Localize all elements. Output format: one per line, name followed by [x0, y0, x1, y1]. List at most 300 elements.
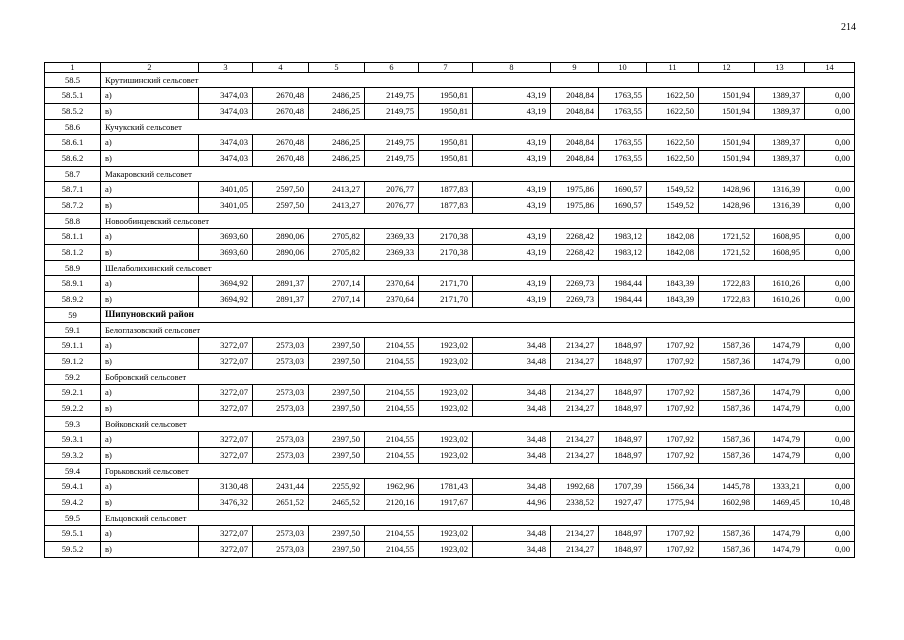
value-cell: 3401,05	[199, 198, 253, 214]
value-cell: 2597,50	[253, 182, 309, 198]
value-cell: 2890,06	[253, 245, 309, 261]
column-number-3: 3	[199, 63, 253, 73]
value-cell: 1923,02	[419, 401, 473, 417]
column-number-5: 5	[309, 63, 365, 73]
value-cell: 3474,03	[199, 88, 253, 104]
value-cell: 1877,83	[419, 198, 473, 214]
row-type: а)	[101, 479, 199, 495]
row-code: 59.1.1	[45, 338, 101, 354]
value-cell: 2486,25	[309, 88, 365, 104]
value-cell: 0,00	[805, 198, 855, 214]
value-cell: 0,00	[805, 432, 855, 448]
district-name: Шипуновский район	[101, 308, 855, 323]
row-code: 58.8	[45, 214, 101, 229]
value-cell: 34,48	[473, 354, 551, 370]
row-type: а)	[101, 229, 199, 245]
value-cell: 1848,97	[599, 526, 647, 542]
value-cell: 1848,97	[599, 385, 647, 401]
value-cell: 1549,52	[647, 198, 699, 214]
value-cell: 1587,36	[699, 432, 755, 448]
value-cell: 0,00	[805, 182, 855, 198]
value-cell: 1389,37	[755, 151, 805, 167]
row-code: 59.2.2	[45, 401, 101, 417]
section-row	[45, 167, 855, 182]
row-code: 59.2.1	[45, 385, 101, 401]
value-cell: 2149,75	[365, 135, 419, 151]
row-code: 58.6.2	[45, 151, 101, 167]
row-code: 58.9.1	[45, 276, 101, 292]
section-name: Горьковский сельсовет	[101, 464, 855, 479]
value-cell: 1707,92	[647, 542, 699, 558]
value-cell: 2573,03	[253, 448, 309, 464]
value-cell: 1722,83	[699, 292, 755, 308]
table-row	[45, 448, 855, 464]
table-row	[45, 354, 855, 370]
value-cell: 1587,36	[699, 448, 755, 464]
row-code: 59.5.2	[45, 542, 101, 558]
value-cell: 1587,36	[699, 338, 755, 354]
row-type: в)	[101, 495, 199, 511]
value-cell: 2104,55	[365, 385, 419, 401]
value-cell: 34,48	[473, 338, 551, 354]
value-cell: 43,19	[473, 198, 551, 214]
value-cell: 1848,97	[599, 401, 647, 417]
value-cell: 1474,79	[755, 354, 805, 370]
column-number-8: 8	[473, 63, 551, 73]
value-cell: 2171,70	[419, 276, 473, 292]
table-row	[45, 198, 855, 214]
row-code: 58.1.1	[45, 229, 101, 245]
row-code: 59	[45, 308, 101, 323]
value-cell: 1842,08	[647, 245, 699, 261]
value-cell: 2890,06	[253, 229, 309, 245]
table-row	[45, 479, 855, 495]
value-cell: 1917,67	[419, 495, 473, 511]
value-cell: 1474,79	[755, 448, 805, 464]
value-cell: 2076,77	[365, 198, 419, 214]
row-code: 58.7.1	[45, 182, 101, 198]
section-name: Белоглазовский сельсовет	[101, 323, 855, 338]
value-cell: 2134,27	[551, 526, 599, 542]
column-number-4: 4	[253, 63, 309, 73]
page-number: 214	[841, 22, 856, 33]
value-cell: 2104,55	[365, 338, 419, 354]
value-cell: 1566,34	[647, 479, 699, 495]
value-cell: 1474,79	[755, 385, 805, 401]
value-cell: 1763,55	[599, 151, 647, 167]
value-cell: 2891,37	[253, 292, 309, 308]
value-cell: 0,00	[805, 151, 855, 167]
value-cell: 2431,44	[253, 479, 309, 495]
value-cell: 1983,12	[599, 229, 647, 245]
section-name: Шелаболихинский сельсовет	[101, 261, 855, 276]
row-code: 59.3.1	[45, 432, 101, 448]
value-cell: 0,00	[805, 479, 855, 495]
value-cell: 3693,60	[199, 229, 253, 245]
row-code: 58.5.1	[45, 88, 101, 104]
table-row	[45, 432, 855, 448]
table-row	[45, 542, 855, 558]
value-cell: 2120,16	[365, 495, 419, 511]
value-cell: 1549,52	[647, 182, 699, 198]
value-cell: 1602,98	[699, 495, 755, 511]
value-cell: 2705,82	[309, 245, 365, 261]
value-cell: 0,00	[805, 401, 855, 417]
value-cell: 1474,79	[755, 432, 805, 448]
row-type: а)	[101, 276, 199, 292]
value-cell: 43,19	[473, 276, 551, 292]
section-row	[45, 261, 855, 276]
value-cell: 1587,36	[699, 542, 755, 558]
value-cell: 3272,07	[199, 338, 253, 354]
column-number-9: 9	[551, 63, 599, 73]
value-cell: 34,48	[473, 401, 551, 417]
row-code: 59.1.2	[45, 354, 101, 370]
value-cell: 2573,03	[253, 354, 309, 370]
value-cell: 2269,73	[551, 276, 599, 292]
value-cell: 1622,50	[647, 104, 699, 120]
value-cell: 2104,55	[365, 542, 419, 558]
value-cell: 2269,73	[551, 292, 599, 308]
row-code: 59.4.1	[45, 479, 101, 495]
value-cell: 2397,50	[309, 526, 365, 542]
value-cell: 2891,37	[253, 276, 309, 292]
value-cell: 2104,55	[365, 432, 419, 448]
value-cell: 3694,92	[199, 292, 253, 308]
value-cell: 1622,50	[647, 135, 699, 151]
value-cell: 43,19	[473, 151, 551, 167]
value-cell: 2134,27	[551, 542, 599, 558]
value-cell: 34,48	[473, 526, 551, 542]
value-cell: 3476,32	[199, 495, 253, 511]
value-cell: 1501,94	[699, 88, 755, 104]
value-cell: 2465,52	[309, 495, 365, 511]
value-cell: 2170,38	[419, 229, 473, 245]
value-cell: 3474,03	[199, 135, 253, 151]
value-cell: 2651,52	[253, 495, 309, 511]
row-type: а)	[101, 338, 199, 354]
value-cell: 43,19	[473, 292, 551, 308]
value-cell: 2413,27	[309, 198, 365, 214]
value-cell: 1389,37	[755, 135, 805, 151]
value-cell: 1333,21	[755, 479, 805, 495]
section-name: Кучукский сельсовет	[101, 120, 855, 135]
section-row	[45, 120, 855, 135]
row-type: в)	[101, 401, 199, 417]
value-cell: 0,00	[805, 354, 855, 370]
value-cell: 2048,84	[551, 104, 599, 120]
value-cell: 2397,50	[309, 385, 365, 401]
column-number-13: 13	[755, 63, 805, 73]
table-row	[45, 135, 855, 151]
value-cell: 2134,27	[551, 448, 599, 464]
row-type: а)	[101, 526, 199, 542]
table-row	[45, 385, 855, 401]
value-cell: 1848,97	[599, 542, 647, 558]
value-cell: 1501,94	[699, 135, 755, 151]
value-cell: 10,48	[805, 495, 855, 511]
row-code: 59.5.1	[45, 526, 101, 542]
value-cell: 1848,97	[599, 354, 647, 370]
row-code: 58.5	[45, 73, 101, 88]
value-cell: 1690,57	[599, 182, 647, 198]
table-row	[45, 526, 855, 542]
value-cell: 2104,55	[365, 401, 419, 417]
value-cell: 1763,55	[599, 88, 647, 104]
value-cell: 0,00	[805, 448, 855, 464]
value-cell: 1474,79	[755, 542, 805, 558]
value-cell: 1984,44	[599, 292, 647, 308]
row-code: 58.6	[45, 120, 101, 135]
value-cell: 2670,48	[253, 151, 309, 167]
value-cell: 3272,07	[199, 526, 253, 542]
value-cell: 1707,92	[647, 448, 699, 464]
value-cell: 1923,02	[419, 448, 473, 464]
row-type: а)	[101, 88, 199, 104]
section-row	[45, 323, 855, 338]
value-cell: 2573,03	[253, 432, 309, 448]
value-cell: 1707,39	[599, 479, 647, 495]
value-cell: 1707,92	[647, 354, 699, 370]
value-cell: 2397,50	[309, 448, 365, 464]
value-cell: 1587,36	[699, 526, 755, 542]
value-cell: 0,00	[805, 292, 855, 308]
value-cell: 3130,48	[199, 479, 253, 495]
value-cell: 2573,03	[253, 542, 309, 558]
value-cell: 1848,97	[599, 432, 647, 448]
value-cell: 1428,96	[699, 198, 755, 214]
value-cell: 2134,27	[551, 401, 599, 417]
value-cell: 1707,92	[647, 526, 699, 542]
row-type: а)	[101, 135, 199, 151]
row-type: а)	[101, 182, 199, 198]
value-cell: 1474,79	[755, 526, 805, 542]
value-cell: 0,00	[805, 229, 855, 245]
value-cell: 2397,50	[309, 401, 365, 417]
value-cell: 1501,94	[699, 151, 755, 167]
value-cell: 1950,81	[419, 151, 473, 167]
value-cell: 2597,50	[253, 198, 309, 214]
value-cell: 3694,92	[199, 276, 253, 292]
value-cell: 1316,39	[755, 182, 805, 198]
value-cell: 3272,07	[199, 432, 253, 448]
row-type: в)	[101, 292, 199, 308]
value-cell: 1923,02	[419, 354, 473, 370]
value-cell: 0,00	[805, 276, 855, 292]
value-cell: 43,19	[473, 182, 551, 198]
column-number-14: 14	[805, 63, 855, 73]
value-cell: 1950,81	[419, 135, 473, 151]
table-row	[45, 276, 855, 292]
column-number-7: 7	[419, 63, 473, 73]
value-cell: 1775,94	[647, 495, 699, 511]
section-name: Бобровский сельсовет	[101, 370, 855, 385]
value-cell: 44,96	[473, 495, 551, 511]
value-cell: 1722,83	[699, 276, 755, 292]
value-cell: 2707,14	[309, 276, 365, 292]
value-cell: 2370,64	[365, 292, 419, 308]
value-cell: 1474,79	[755, 401, 805, 417]
table-row	[45, 182, 855, 198]
value-cell: 1843,39	[647, 292, 699, 308]
value-cell: 43,19	[473, 104, 551, 120]
value-cell: 3474,03	[199, 104, 253, 120]
value-cell: 2486,25	[309, 135, 365, 151]
value-cell: 1608,95	[755, 245, 805, 261]
value-cell: 1950,81	[419, 104, 473, 120]
value-cell: 2104,55	[365, 354, 419, 370]
value-cell: 2486,25	[309, 151, 365, 167]
value-cell: 34,48	[473, 479, 551, 495]
row-code: 59.4.2	[45, 495, 101, 511]
table-row	[45, 151, 855, 167]
row-type: а)	[101, 432, 199, 448]
value-cell: 1608,95	[755, 229, 805, 245]
value-cell: 2573,03	[253, 401, 309, 417]
section-row	[45, 417, 855, 432]
value-cell: 2048,84	[551, 88, 599, 104]
value-cell: 1842,08	[647, 229, 699, 245]
value-cell: 1707,92	[647, 385, 699, 401]
section-row	[45, 73, 855, 88]
value-cell: 1610,26	[755, 276, 805, 292]
column-number-1: 1	[45, 63, 101, 73]
value-cell: 34,48	[473, 432, 551, 448]
section-name: Ельцовский сельсовет	[101, 511, 855, 526]
value-cell: 2149,75	[365, 151, 419, 167]
value-cell: 2670,48	[253, 104, 309, 120]
row-type: в)	[101, 542, 199, 558]
value-cell: 1923,02	[419, 526, 473, 542]
table-row	[45, 495, 855, 511]
value-cell: 43,19	[473, 135, 551, 151]
row-type: в)	[101, 151, 199, 167]
value-cell: 0,00	[805, 385, 855, 401]
value-cell: 1474,79	[755, 338, 805, 354]
value-cell: 1983,12	[599, 245, 647, 261]
table-row	[45, 104, 855, 120]
value-cell: 1923,02	[419, 432, 473, 448]
value-cell: 3272,07	[199, 385, 253, 401]
value-cell: 2134,27	[551, 354, 599, 370]
column-number-12: 12	[699, 63, 755, 73]
value-cell: 1763,55	[599, 135, 647, 151]
value-cell: 1587,36	[699, 354, 755, 370]
table-row	[45, 338, 855, 354]
value-cell: 0,00	[805, 542, 855, 558]
section-name: Крутишинский сельсовет	[101, 73, 855, 88]
row-code: 59.3	[45, 417, 101, 432]
value-cell: 1992,68	[551, 479, 599, 495]
row-code: 58.9.2	[45, 292, 101, 308]
value-cell: 2397,50	[309, 354, 365, 370]
value-cell: 1445,78	[699, 479, 755, 495]
section-row	[45, 511, 855, 526]
section-name: Войковский сельсовет	[101, 417, 855, 432]
row-code: 58.7.2	[45, 198, 101, 214]
value-cell: 1622,50	[647, 151, 699, 167]
column-number-10: 10	[599, 63, 647, 73]
value-cell: 1469,45	[755, 495, 805, 511]
value-cell: 2170,38	[419, 245, 473, 261]
value-cell: 1721,52	[699, 229, 755, 245]
value-cell: 2149,75	[365, 104, 419, 120]
row-code: 58.6.1	[45, 135, 101, 151]
value-cell: 2573,03	[253, 385, 309, 401]
value-cell: 2397,50	[309, 338, 365, 354]
row-code: 59.2	[45, 370, 101, 385]
value-cell: 3272,07	[199, 448, 253, 464]
section-name: Макаровский сельсовет	[101, 167, 855, 182]
value-cell: 0,00	[805, 526, 855, 542]
value-cell: 1587,36	[699, 385, 755, 401]
value-cell: 1707,92	[647, 432, 699, 448]
table-row	[45, 229, 855, 245]
column-number-2: 2	[101, 63, 199, 73]
value-cell: 0,00	[805, 104, 855, 120]
value-cell: 2397,50	[309, 542, 365, 558]
value-cell: 1610,26	[755, 292, 805, 308]
value-cell: 2670,48	[253, 135, 309, 151]
value-cell: 0,00	[805, 338, 855, 354]
section-name: Новообинцевский сельсовет	[101, 214, 855, 229]
value-cell: 2413,27	[309, 182, 365, 198]
value-cell: 1923,02	[419, 542, 473, 558]
row-code: 58.5.2	[45, 104, 101, 120]
value-cell: 1501,94	[699, 104, 755, 120]
row-code: 59.1	[45, 323, 101, 338]
row-type: в)	[101, 198, 199, 214]
row-type: а)	[101, 385, 199, 401]
value-cell: 1923,02	[419, 385, 473, 401]
table-row	[45, 292, 855, 308]
value-cell: 1690,57	[599, 198, 647, 214]
row-code: 58.9	[45, 261, 101, 276]
value-cell: 2268,42	[551, 245, 599, 261]
column-number-row	[45, 63, 855, 73]
value-cell: 43,19	[473, 229, 551, 245]
section-row	[45, 464, 855, 479]
value-cell: 2255,92	[309, 479, 365, 495]
table-body	[45, 63, 855, 558]
value-cell: 2171,70	[419, 292, 473, 308]
value-cell: 2076,77	[365, 182, 419, 198]
value-cell: 1923,02	[419, 338, 473, 354]
value-cell: 1389,37	[755, 104, 805, 120]
value-cell: 1428,96	[699, 182, 755, 198]
value-cell: 3272,07	[199, 542, 253, 558]
value-cell: 1763,55	[599, 104, 647, 120]
row-type: в)	[101, 104, 199, 120]
value-cell: 2573,03	[253, 526, 309, 542]
district-row	[45, 308, 855, 323]
value-cell: 0,00	[805, 88, 855, 104]
value-cell: 2134,27	[551, 432, 599, 448]
value-cell: 0,00	[805, 135, 855, 151]
value-cell: 1622,50	[647, 88, 699, 104]
row-code: 58.7	[45, 167, 101, 182]
value-cell: 1781,43	[419, 479, 473, 495]
value-cell: 43,19	[473, 88, 551, 104]
value-cell: 1707,92	[647, 338, 699, 354]
value-cell: 2048,84	[551, 135, 599, 151]
value-cell: 2705,82	[309, 229, 365, 245]
value-cell: 2573,03	[253, 338, 309, 354]
value-cell: 1950,81	[419, 88, 473, 104]
value-cell: 1984,44	[599, 276, 647, 292]
column-number-11: 11	[647, 63, 699, 73]
value-cell: 2670,48	[253, 88, 309, 104]
